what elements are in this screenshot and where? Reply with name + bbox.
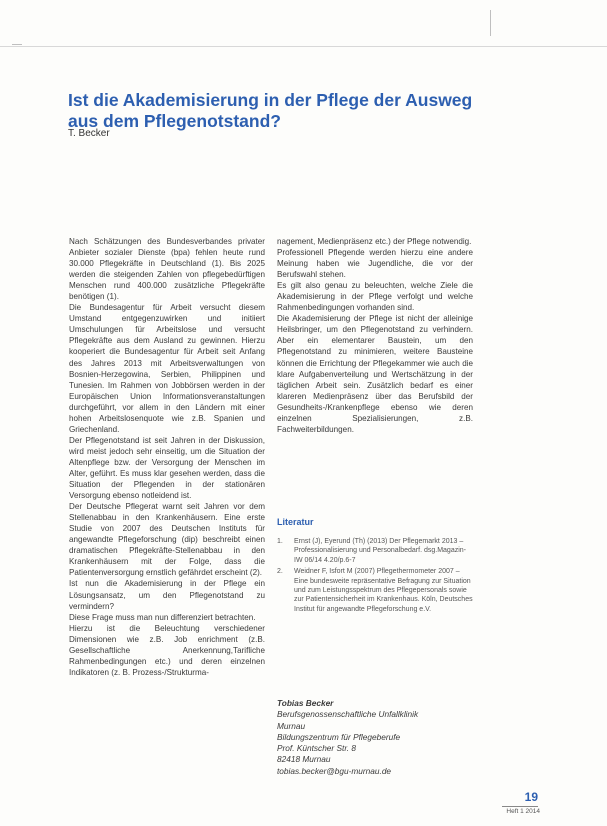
paragraph: Diese Frage muss man nun differenziert betrachten.: [69, 612, 256, 622]
address-email-link[interactable]: tobias.becker@bgu-murnau.de: [277, 765, 392, 776]
body-column-right: [277, 236, 473, 435]
paragraph: Professionell Pflegende werden hierzu eine andere Meinung haben wie Jugendliche, die vor der Berufswahl stehen.: [277, 248, 473, 280]
crop-mark: [490, 10, 491, 36]
paragraph: nagement, Medienpräsenz etc.) der Pflege notwendig.: [277, 237, 472, 246]
article-author: T. Becker: [68, 128, 110, 139]
reference-list: [277, 537, 473, 616]
crop-mark: [12, 44, 22, 45]
body-column-left: [69, 236, 265, 678]
reference-text: Weidner F, Isfort M (2007) Pflegethermometer 2007 – Eine bundesweite repräsentative Befragung zur Situation und zum Leistungsspektrum des Pflegepersonals sowie zur Patientensicherheit im Krankenhaus. Köln, Deutsches Institut für angewandte Pflegeforschung e.V.: [294, 568, 473, 613]
paragraph: Ist nun die Akademisierung in der Pflege ein Lösungsansatz, um den Pflegenotstand zu vermindern?: [69, 579, 265, 611]
reference-number: 2.: [277, 568, 283, 576]
paragraph: Die Bundesagentur für Arbeit versucht diesem Umstand entgegenzuwirken und initiiert Umschulungen für Arbeitslose und versucht Pflegekräfte aus dem Ausland zu gewinnen. Hierzu kooperiert die Bundesagentur für Arbeit seit Anfang des Jahres 2013 mit Arbeitsverwaltungen von Bosnien-Herzegowina, Serbien, Philippinen und Tunesien. Im Rahmen von Jobbörsen werden in der Europäischen Union Informationsveranstaltungen durchgeführt, vor allem in den Ländern mit einer hohen Arbeitslosenquote wie z.B. Spanien und Griechenland.: [69, 303, 265, 434]
address-line: 82418 Murnau: [277, 754, 331, 765]
article-title: Ist die Akademisierung in der Pflege der Ausweg aus dem Pflegenotstand?: [68, 89, 473, 131]
page-number: 19: [524, 790, 538, 804]
header-rule: [0, 46, 607, 47]
literature-heading: Literatur: [277, 517, 314, 527]
address-line: Murnau: [277, 720, 306, 731]
address-line: Berufsgenossenschaftliche Unfallklinik: [277, 709, 419, 720]
paragraph: Nach Schätzungen des Bundesverbandes privater Anbieter sozialer Dienste (bpa) fehlen heute rund 30.000 Pflegekräfte in Deutschland (1). Bis 2025 werden die steigenden Zahlen von pflegebedürftigen Menschen rund 400.000 zusätzliche Pflegekräfte benötigen (1).: [69, 237, 265, 302]
author-address: [277, 698, 477, 777]
journal-issue: Heft 1 2014: [506, 808, 540, 815]
paragraph: Hierzu ist die Beleuchtung verschiedener Dimensionen wie z.B. Job enrichment (z.B. Gesellschaftliche Anerkennung,Tarifliche Rahmenbedingungen etc.) und deren einzelnen Indikatoren (z. B. Prozess-/Strukturma-: [69, 623, 265, 677]
paragraph: Es gilt also genau zu beleuchten, welche Ziele die Akademisierung in der Pflege verfolgt und welche Rahmenbedingungen vorhanden sind.: [277, 281, 473, 313]
address-name: Tobias Becker: [277, 698, 334, 708]
reference-item: [277, 567, 473, 614]
address-line: Prof. Küntscher Str. 8: [277, 743, 357, 754]
address-line: Bildungszentrum für Pflegeberufe: [277, 731, 401, 742]
reference-item: [277, 537, 473, 565]
paragraph: Die Akademisierung der Pflege ist nicht der alleinige Heilsbringer, um den Pflegenotstand zu verhindern. Aber ein elementarer Baustein, um den Pflegenotstand zu minimieren, weitere Bausteine können die Errichtung der Pflegekammer wie auch die klare Aufgabenverteilung und Wertschätzung in der täglichen Arbeit sein. Zusätzlich bedarf es einer klareren Medienpräsenz über das Berufsbild der Gesundheits-/Krankenpflege ebenso wie deren einzelnen Spezialisierungen, z.B. Fachweiterbildungen.: [277, 314, 473, 434]
reference-text: Ernst (J), Eyerund (Th) (2013) Der Pflegemarkt 2013 – Professionalisierung und Personalbedarf. dsg.Magazin-IW 06/14 4.20/p.6-7: [294, 538, 466, 564]
footer-rule: [502, 806, 538, 807]
paragraph: Der Deutsche Pflegerat warnt seit Jahren vor dem Stellenabbau in den Krankenhäusern. Eine erste Studie von 2007 des Deutschen Instituts für angewandte Pflegeforschung (dip) beschreibt einen dramatischen Pflegekräfte-Stellenabbau in den Krankenhäusern mit der Folge, dass die Patientenversorgung ernstlich gefährdet erscheint (2).: [69, 502, 265, 578]
paragraph: Der Pflegenotstand ist seit Jahren in der Diskussion, wird meist jedoch sehr einseitig, um die Situation der Altenpflege bzw. der Versorgung der Menschen im Alter, geführt. Es muss klar gesehen werden, dass die Situation der Pflegenden in der stationären Versorgung ebenso notleidend ist.: [69, 435, 265, 501]
reference-number: 1.: [277, 538, 283, 545]
